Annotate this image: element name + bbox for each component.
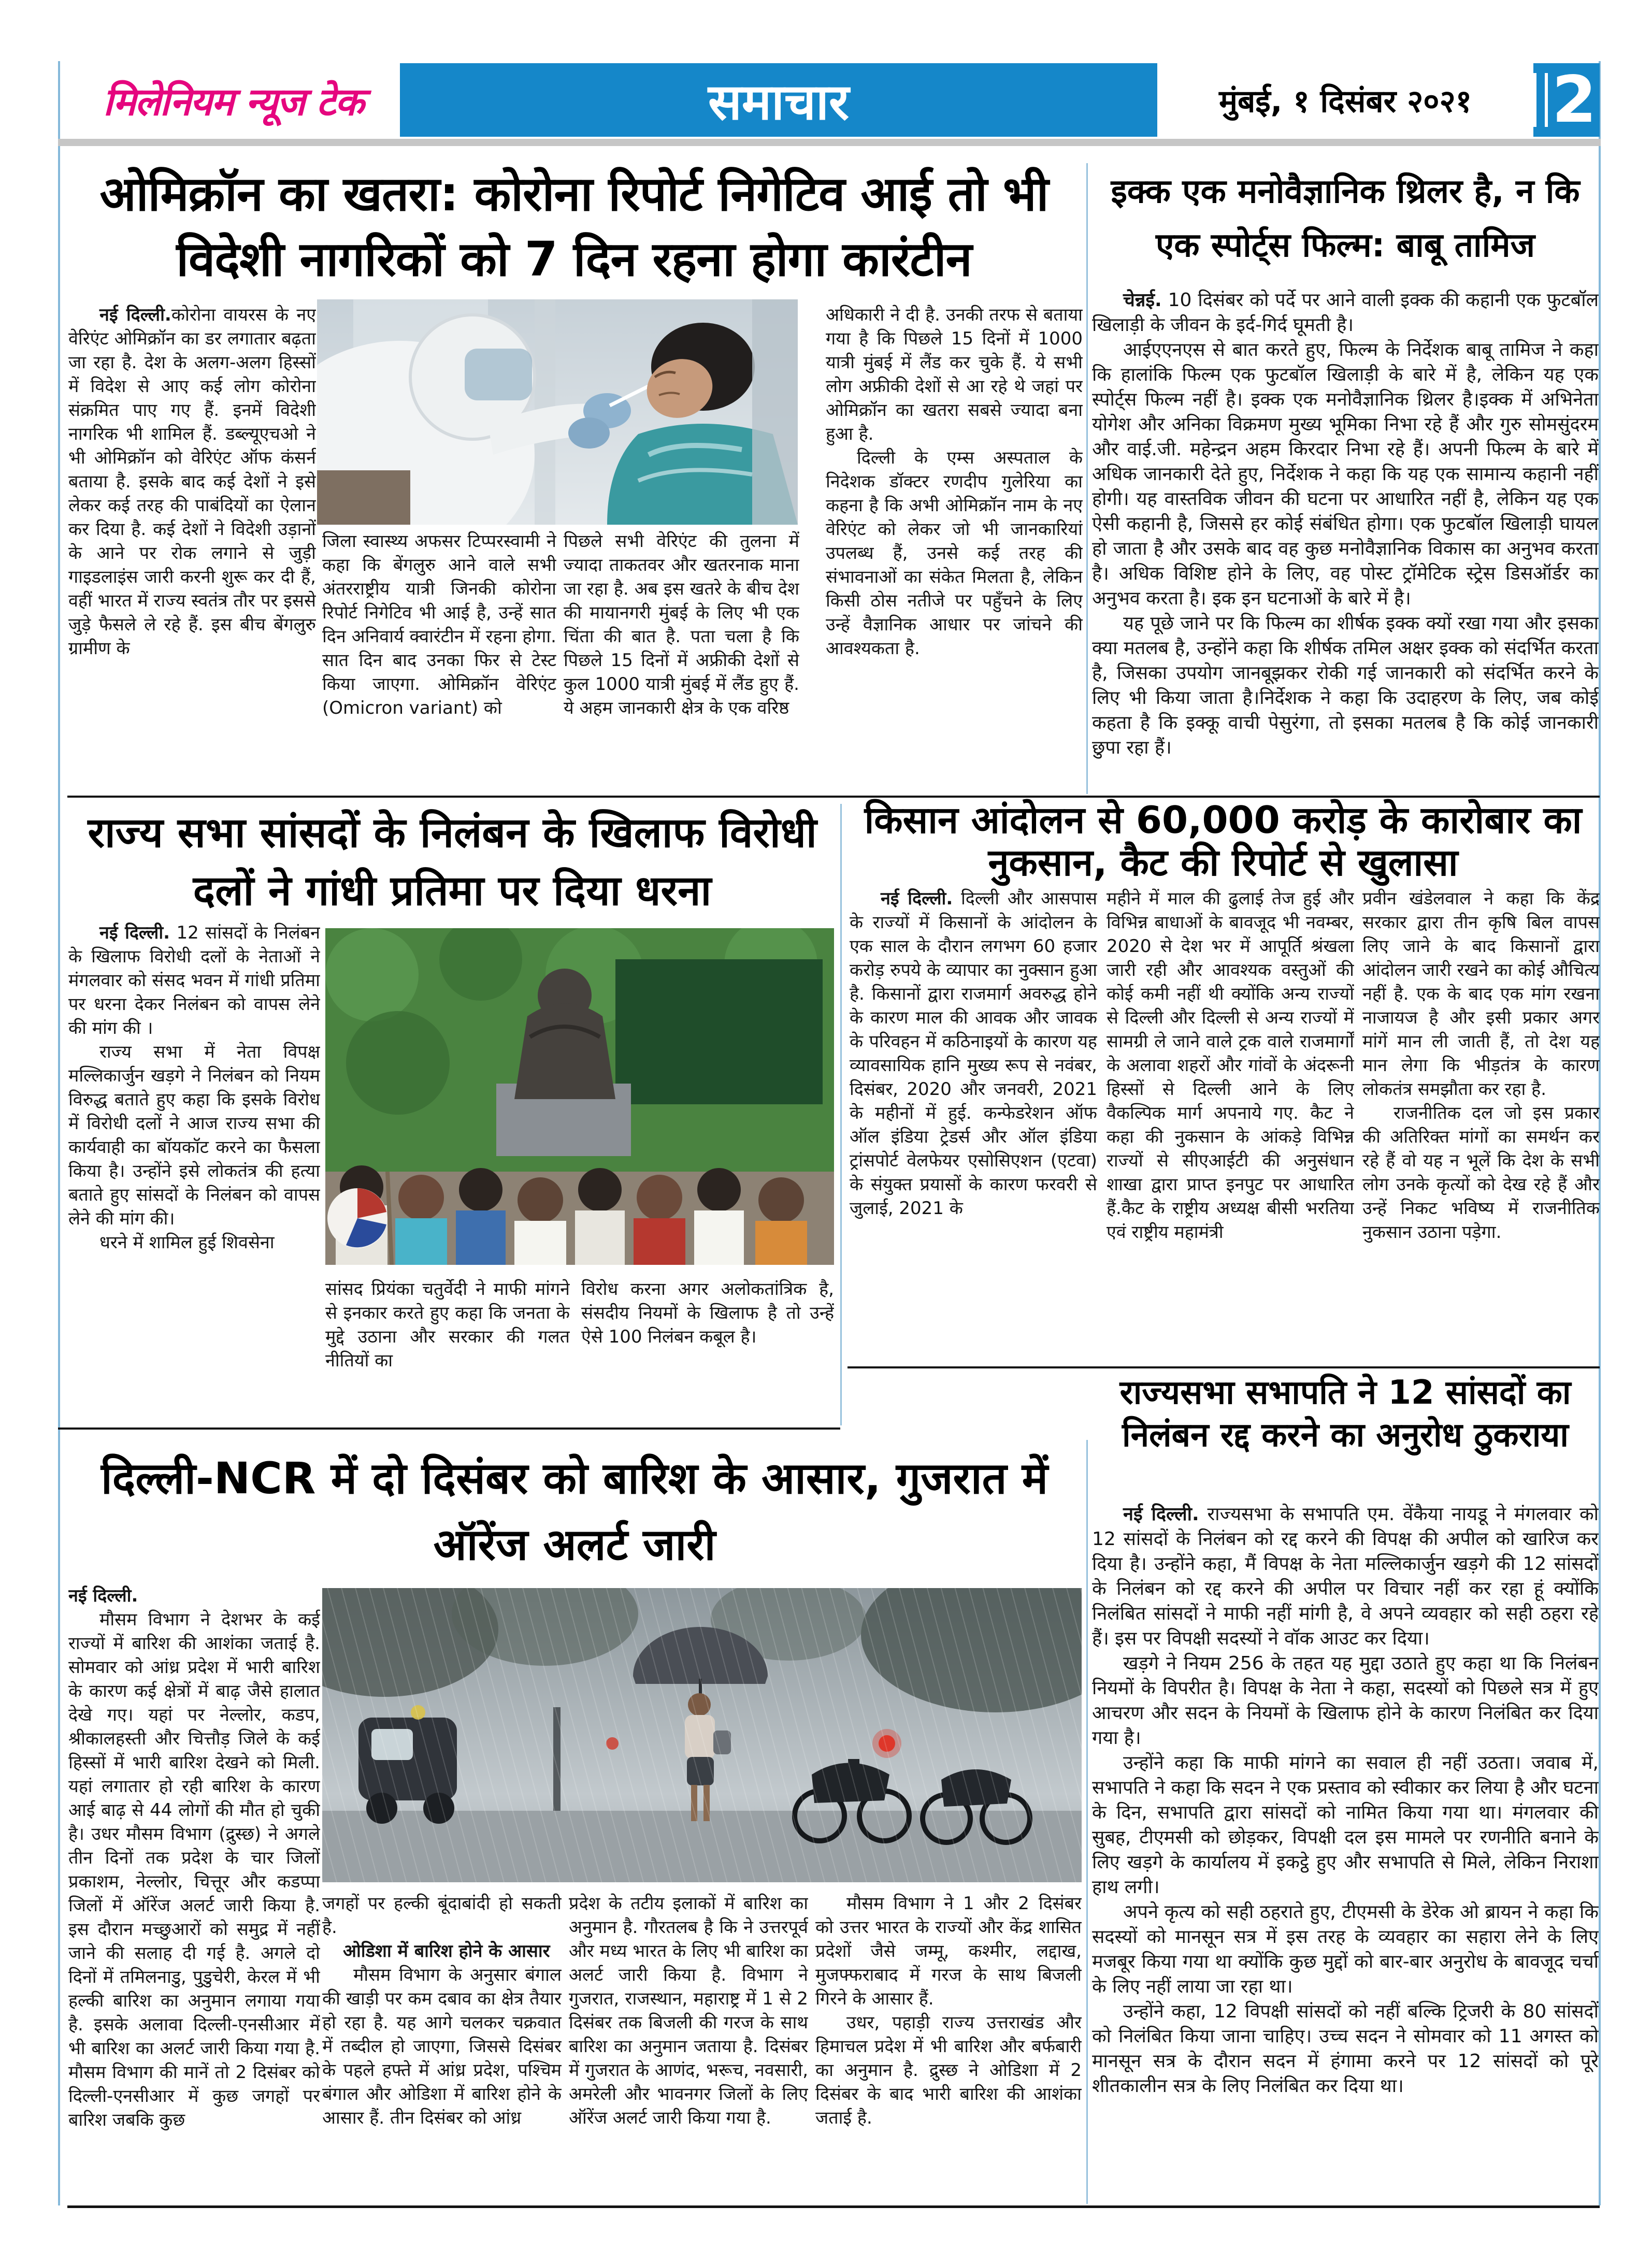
- bottom-rule: [67, 2205, 1600, 2208]
- section-band: [400, 63, 1157, 137]
- body-text: दिल्ली के एम्स अस्पताल के निदेशक डॉक्टर रणदीप गुलेरिया का कहना है कि अभी ओमिक्रॉन नाम के नए वेरिएंट को लेकर जो भी जानकारियां उपलब्ध हैं, उनसे कई तरह की संभावनाओं का संकेत मिलता है, लेकिन किसी ठोस नतीजे पर पहुँचने के लिए उन्हें वैज्ञानिक आधार पर जांचने की आवश्यकता है.: [826, 448, 1083, 659]
- body-text: उन्होंने कहा, 12 विपक्षी सांसदों को नहीं बल्कि ट्रिजरी के 80 सांसदों को निलंबित किया जाना चाहिए। उच्च सदन ने सोमवार को 11 अगस्त को मानसून सत्र के दौरान सदन में हंगामा करने पर 12 सांसदों को पूरे शीतकालीन सत्र के लिए निलंबित कर दिया था।: [1092, 2001, 1599, 2097]
- body-text: मौसम विभाग ने देशभर के कई राज्यों में बारिश की आशंका जताई है. सोमवार को आंध्र प्रदेश में भारी बारिश के कारण कई क्षेत्रों में बाढ़ जैसे हालात देखे गए। यहां पर नेल्लोर, कडप, श्रीकालहस्ती और चित्तौड़ जिले के कई हिस्सों में भारी बारिश देखने को मिली. यहां लगातार हो रही बारिश के कारण आई बाढ़ से 44 लोगों की मौत हो चुकी है। उधर मौसम विभाग (द्रुस्छ) ने अगले तीन दिनों तक प्रदेश के चार जिलों प्रकाशम, नेल्लोर, चित्तूर और कडप्पा जिलों में ऑरेंज अलर्ट जारी किया है. इस दौरान मच्छुआरों को समुद्र में नहीं जाने की सलाह दी गई है. अगले दो दिनों में तमिलनाडु, पुडुचेरी, केरल में भी हल्की बारिश का अनुमान लगाया गया है. इसके अलावा दिल्ली-एनसीआर में भी बारिश का अलर्ट जारी किया गया है. मौसम विभाग की मानें तो 2 दिसंबर को दिल्ली-एनसीआर में कुछ जगहों पर बारिश जबकि कुछ: [68, 1609, 320, 2130]
- body-text: यह पूछे जाने पर कि फिल्म का शीर्षक इक्क क्यों रखा गया और इसका क्या मतलब है, उन्होंने कहा कि शीर्षक तमिल अक्षर इक्क को संदर्भित करता है, जिसका उपयोग जानबूझकर रोकी गई जानकारी को संदर्भित करने के लिए भी किया जाता है।निर्देशक ने कहा कि उदाहरण के लिए, जब कोई कहता है कि इक्कू वाची पेसुरंगा, तो इसका मतलब है कि कोई जानकारी छुपा रहा हैं।: [1092, 613, 1599, 758]
- dateline: नई दिल्ली.: [99, 922, 170, 943]
- column-divider-top: [1086, 163, 1088, 794]
- masthead-title: मिलेनियम न्यूज टेक: [103, 79, 364, 124]
- headline-ikk-film: इक्क एक मनोवैज्ञानिक थ्रिलर है, न कि एक स्पोर्ट्स फिल्म: बाबू तामिज: [1111, 172, 1580, 265]
- gandhi-caption-a: [325, 1277, 570, 1426]
- omicron-col4: [826, 303, 1083, 792]
- body-text: प्रवीन खंडेलवाल ने कहा कि केंद्र सरकार द्वारा तीन कृषि बिल वापस लिए जाने के बाद किसानों द्वारा आंदोलन जारी रखने का कोई औचित्य नहीं है. एक के बाद एक मांग रखना नाजायज है और इसी प्रकार अगर मांगें मान ली जाती हैं, तो देश यह मान लेगा कि भीड़तंत्र के कारण लोकतंत्र समझौता कर रहा है.: [1362, 888, 1600, 1100]
- body-text: धरने में शामिल हुई शिवसेना: [99, 1232, 275, 1253]
- body-text: खड़गे ने नियम 256 के तहत यह मुद्दा उठाते हुए कहा था कि निलंबन नियमों के विपरीत है। विपक्ष के नेता ने कहा, सदस्यों को पिछले सत्र में हुए आचरण और सदन के नियमों के खिलाफ होने के कारण निलंबित कर दिया गया है।: [1092, 1653, 1599, 1749]
- kisan-col1: [850, 887, 1097, 1363]
- headline-omicron: ओमिक्रॉन का खतरा: कोरोना रिपोर्ट निगेटिव आई तो भी विदेशी नागरिकों को 7 दिन रहना होगा कारंटीन: [99, 166, 1048, 287]
- kisan-col2: [1107, 887, 1354, 1363]
- rain-colA: [322, 1892, 562, 2202]
- body-text: महीने में माल की ढुलाई तेज हुई और विभिन्न बाधाओं के बावजूद भी नवम्बर, 2020 से देश भर में आपूर्ति श्रंखला जारी रही और आवश्यक वस्तुओं की कोई कमी नहीं थी क्योंकि अन्य राज्यों से दिल्ली और दिल्ली से अन्य राज्यों में सामग्री ले जाने वाले ट्रक वाले राजमार्गों के अलावा शहरों और गांवों के अंदरूनी हिस्सों से दिल्ली आने के लिए वैकल्पिक मार्ग अपनाये गए. कैट ने कहा की नुकसान के आंकड़े विभिन्न राज्यों से सीएआईटी की अनुसंधान शाखा द्वारा प्राप्त इनपुट पर आधारित हैं.कैट के राष्ट्रीय अध्यक्ष बीसी भरतिया एवं राष्ट्रीय महामंत्री: [1107, 888, 1354, 1243]
- rain-street-photo: [322, 1588, 1082, 1882]
- covid-swab-photo: [317, 299, 798, 525]
- gandhi-col1: [68, 921, 320, 1278]
- page-number: 2: [1552, 63, 1597, 137]
- ikk-film-body: [1092, 288, 1599, 794]
- column-divider-mid: [840, 804, 842, 1425]
- rajyasabha-body: [1092, 1502, 1599, 2202]
- body-text: आईएएनएस से बात करते हुए, फिल्म के निर्देशक बाबू तामिज ने कहा कि हालांकि फिल्म एक फुटबॉल खिलाड़ी के बारे में है, लेकिन यह एक स्पोर्ट्स फिल्म नहीं है। इक्क एक मनोवैज्ञानिक थ्रिलर है।इक्क में अभिनेता योगेश और अनिका विक्रमण मुख्य भूमिका निभा रहे हैं और गुरु सोमसुंदरम और वाई.जी. महेन्द्रन अहम किरदार निभा रहे हैं। अपनी फिल्म के बारे में अधिक जानकारी देते हुए, निर्देशक ने कहा कि यह एक सामान्य कहानी नहीं होगी। यह वास्तविक जीवन की घटना पर आधारित नहीं है, लेकिन यह एक ऐसी कहानी है, जिससे हर कोई संबंधित होगा। एक फुटबॉल खिलाड़ी घायल हो जाता है और उसके बाद वह कुछ मनोवैज्ञानिक विकास का अनुभव करता है। अधिक विशिष्ट होने के लिए, वह पोस्ट ट्रॉमेटिक स्ट्रेस डिसऑर्डर का अनुभव करता है। इक इन घटनाओं के बारे में है।: [1092, 339, 1599, 609]
- section-rule-gandhi: [58, 1427, 840, 1430]
- omicron-col2: [322, 529, 556, 791]
- section-title: समाचार: [708, 73, 850, 131]
- left-edge-line: [58, 61, 60, 2205]
- kisan-col3: [1362, 887, 1600, 1363]
- body-text: मौसम विभाग के अनुसार बंगाल की खाड़ी पर कम दबाव का क्षेत्र तैयार हो रहा है. यह आगे चलकर चक्रवात में तब्दील हो जाएगा, जिससे दिसंबर के पहले हफ्ते में आंध्र प्रदेश, पश्चिम बंगाल और ओडिशा में बारिश होने के आसार हैं. तीन दिसंबर को आंध्र: [322, 1965, 562, 2128]
- page-number-bars-icon: [1533, 73, 1548, 127]
- omicron-col1: [68, 303, 316, 792]
- body-text: जगहों पर हल्की बूंदाबांदी हो सकती है.: [322, 1893, 562, 1938]
- body-text: राजनीतिक दल जो इस प्रकार की अतिरिक्त मांगों का समर्थन कर रहे हैं वो यह न भूलें कि देश के सभी लोग उनके कृत्यों को देख रहे हैं और उन्हें निकट भविष्य में राजनीतिक नुकसान उठाना पड़ेगा.: [1362, 1103, 1600, 1243]
- masthead: [67, 63, 399, 137]
- rain-subhead: ओडिशा में बारिश होने के आसार: [343, 1941, 550, 1962]
- body-text: प्रदेश के तटीय इलाकों में बारिश का अनुमान है. गौरतलब है कि ने उत्तरपूर्व और मध्य भारत के लिए भी बारिश का अलर्ट जारी किया है. विभाग ने गुजरात, राजस्थान, महाराष्ट्र में 1 से 2 दिसंबर तक बिजली की गरज के साथ बारिश का अनुमान जताया है. दिसंबर में गुजरात के आणंद, भरूच, नवसारी, अमरेली और भावनगर जिलों के लिए ऑरेंज अलर्ट जारी किया गया है.: [569, 1893, 808, 2128]
- body-text: राज्यसभा के सभापति एम. वेंकैया नायडू ने मंगलवार को 12 सांसदों के निलंबन को रद्द करने की विपक्ष की अपील को खारिज कर दिया है। उन्होंने कहा, मैं विपक्ष के नेता मल्लिकार्जुन खड़गे की 12 सांसदों के निलंबन को रद्द करने की अपील पर विचार नहीं कर रहा हूं क्योंकि निलंबित सांसदों ने माफी नहीं मांगी है, वे अपने व्यवहार को सही ठहरा रहे हैं। इस पर विपक्षी सदस्यों ने वॉक आउट कर दिया।: [1092, 1504, 1599, 1649]
- body-text: राज्य सभा में नेता विपक्ष मल्लिकार्जुन खड़गे ने निलंबन को नियम विरुद्ध बताते हुए कहा कि इसके विरोध में विरोधी दलों ने आज राज्य सभा की कार्यवाही का बॉयकॉट करने का फैसला किया है। उन्होंने इसे लोकतंत्र की हत्या बताते हुए सांसदों के निलंबन को वापस लेने की मांग की।: [68, 1042, 320, 1229]
- dateline: नई दिल्ली.: [881, 888, 953, 909]
- body-text: दिल्ली और आसपास के राज्यों में किसानों के आंदोलन के एक साल के दौरान लगभग 60 हजार करोड़ रुपये के व्यापार का नुक्सान हुआ है. किसानों द्वारा राजमार्ग अवरुद्ध होने के कारण माल की आवक और जावक के परिवहन में कठिनाइयों के कारण यह व्यावसायिक हानि मुख्य रूप से नवंबर, दिसंबर, 2020 और जनवरी, 2021 के महीनों में हुई. कन्फेडरेशन ऑफ ऑल इंडिया ट्रेडर्स और ऑल इंडिया ट्रांसपोर्ट वेलफेयर एसोसिएशन (एटवा) के संयुक्त प्रयासों के कारण फरवरी से जुलाई, 2021 के: [850, 888, 1097, 1219]
- body-text: 10 दिसंबर को पर्दे पर आने वाली इक्क की कहानी एक फुटबॉल खिलाड़ी के जीवन के इर्द-गिर्द घूमती है।: [1092, 290, 1599, 336]
- headline-delhi-rain: दिल्ली-NCR में दो दिसंबर को बारिश के आसार, गुजरात में ऑरेंज अलर्ट जारी: [101, 1453, 1048, 1570]
- section-rule-kisan: [847, 1366, 1600, 1368]
- dateline: चेन्नई.: [1123, 290, 1162, 311]
- header-divider: [58, 139, 1601, 146]
- rain-colB: [569, 1892, 808, 2202]
- caption-text: सांसद प्रियंका चतुर्वेदी ने माफी मांगने से इनकार करते हुए कहा कि जनता के मुद्दे उठाना और सरकार की गलत नीतियों का: [325, 1279, 570, 1371]
- headline-rajyasabha: राज्यसभा सभापति ने 12 सांसदों का निलंबन रद्द करने का अनुरोध ठुकराया: [1119, 1374, 1571, 1454]
- section-rule-1: [67, 796, 1600, 798]
- dateline: नई दिल्ली.: [99, 305, 171, 325]
- headline-kisan-andolan: किसान आंदोलन से 60,000 करोड़ के कारोबार का नुकसान, कैट की रिपोर्ट से खुलासा: [864, 798, 1582, 884]
- gandhi-statue-photo: [325, 928, 834, 1265]
- body-text: उधर, पहाड़ी राज्य उत्तराखंड और हिमाचल प्रदेश में भी बारिश और बर्फबारी का अनुमान है. द्रुस्छ ने ओडिशा में 2 दिसंबर के बाद भारी बारिश की आशंका जताई है.: [815, 2012, 1082, 2128]
- body-text: पिछले सभी वेरिएंट की तुलना में ज्यादा ताकतवर और खतरनाक माना जा रहा है. अब इस खतरे के बीच देश की मायानगरी मुंबई के लिए भी एक चिंता की बात है. पता चला है कि पिछले 15 दिनों में अफ्रीकी देशों से कुल 1000 यात्री मुंबई में लैंड हुए हैं. ये अहम जानकारी क्षेत्र के एक वरिष्ठ: [564, 531, 799, 718]
- body-text: अधिकारी ने दी है. उनकी तरफ से बताया गया है कि पिछले 15 दिनों में 1000 यात्री मुंबई में लैंड कर चुके हैं. ये सभी लोग अफ्रीकी देशों से आ रहे थे जहां पर ओमिक्रॉन का खतरा सबसे ज्यादा बना हुआ है.: [826, 305, 1083, 444]
- gandhi-caption-b: [581, 1277, 834, 1426]
- edition-dateline: [1158, 63, 1532, 137]
- column-divider-bottom: [1086, 1440, 1088, 2204]
- body-text: कोरोना वायरस के नए वेरिएंट ओमिक्रॉन का डर लगातार बढ़ता जा रहा है. देश के अलग-अलग हिस्सों में विदेश से आए कई लोग कोरोना संक्रमित पाए गए हैं. इनमें विदेशी नागरिक भी शामिल हैं. डब्ल्यूएचओ ने भी ओमिक्रॉन को वेरिएंट ऑफ कंसर्न बताया है. इसके बाद कई देशों ने इसे लेकर कई तरह की पाबंदियों का ऐलान कर दिया है. कई देशों ने विदेशी उड़ानों के आने पर रोक लगाने से जुड़ी गाइडलाइंस जारी करनी शुरू कर दी हैं, वहीं भारत में राज्य स्वतंत्र तौर पर इससे जुड़े फैसले ले रहे हैं. इस बीच बेंगलुरु ग्रामीण के: [68, 305, 316, 659]
- dateline: नई दिल्ली.: [1123, 1504, 1199, 1525]
- body-text: उन्होंने कहा कि माफी मांगने का सवाल ही नहीं उठता। जवाब में, सभापति ने कहा कि सदन ने एक प्रस्ताव को स्वीकार कर लिया है और घटना के दिन, सभापति द्वारा सांसदों को नामित किया गया था। मंगलवार की सुबह, टीएमसी को छोड़कर, विपक्षी दल इस मामले पर रणनीति बनाने के लिए खड़गे के कार्यालय में इकट्ठे हुए और सभापति से मिले, लेकिन निराशा हाथ लगी।: [1092, 1752, 1599, 1898]
- dateline: नई दिल्ली.: [68, 1585, 138, 1606]
- caption-text: विरोध करना अगर अलोकतांत्रिक है, संसदीय नियमों के खिलाफ है तो उन्हें ऐसे 100 निलंबन कबूल है।: [581, 1279, 834, 1347]
- body-text: जिला स्वास्थ्य अफसर टिप्परस्वामी ने कहा कि बेंगलुरु आने वाले सभी अंतरराष्ट्रीय यात्री जिनकी कोरोना रिपोर्ट निगेटिव भी आई है, उन्हें सात दिन अनिवार्य क्वारंटीन में रहना होगा. सात दिन बाद उनका फिर से टेस्ट किया जाएगा. ओमिक्रॉन वेरिएंट (Omicron variant) को: [322, 531, 556, 718]
- omicron-col3: [564, 529, 799, 791]
- rain-col1: [68, 1584, 320, 2200]
- rain-colC: [815, 1892, 1082, 2202]
- headline-gandhi-dharna: राज्य सभा सांसदों के निलंबन के खिलाफ विरोधी दलों ने गांधी प्रतिमा पर दिया धरना: [88, 809, 817, 915]
- page-number-box: [1533, 63, 1600, 137]
- edition-date-text: मुंबई, १ दिसंबर २०२१: [1219, 83, 1472, 120]
- body-text: मौसम विभाग ने 1 और 2 दिसंबर को उत्तर भारत के राज्यों और केंद्र शासित प्रदेशों जैसे जम्मू, कश्मीर, लद्दाख, मुजफ्फराबाद में गरज के साथ बिजली गिरने के आसार हैं.: [815, 1893, 1082, 2009]
- body-text: अपने कृत्य को सही ठहराते हुए, टीएमसी के डेरेक ओ ब्रायन ने कहा कि सदस्यों को मानसून सत्र में इस तरह के व्यवहार का सहारा लेने के लिए मजबूर किया गया था क्योंकि कुछ मुद्दों को बार-बार अनुरोध के बावजूद चर्चा के लिए नहीं लाया जा रहा था।: [1092, 1901, 1599, 1997]
- body-text: 12 सांसदों के निलंबन के खिलाफ विरोधी दलों के नेताओं ने मंगलवार को संसद भवन में गांधी प्रतिमा पर धरना देकर निलंबन को वापस लेने की मांग की ।: [68, 922, 320, 1039]
